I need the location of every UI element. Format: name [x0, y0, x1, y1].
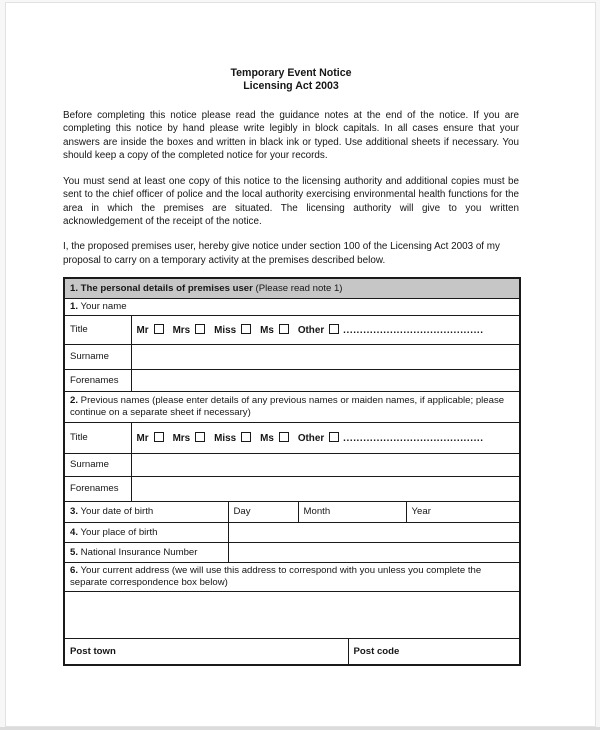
- day-label: Day: [233, 506, 251, 518]
- ni-number-input-cell[interactable]: [228, 543, 520, 563]
- title-line-2: Licensing Act 2003: [243, 80, 339, 92]
- forenames-label-2: Forenames: [64, 477, 131, 502]
- other-label: Other: [297, 324, 325, 336]
- question-2-number: 2.: [70, 395, 79, 407]
- question-4-number: 4.: [70, 526, 79, 538]
- title-line-1: Temporary Event Notice: [230, 67, 352, 79]
- post-code-label: Post code: [353, 645, 400, 657]
- surname-input-cell-2[interactable]: [131, 454, 520, 477]
- post-code-cell[interactable]: [348, 639, 520, 665]
- document-title: [63, 67, 519, 93]
- year-label: Year: [411, 506, 431, 518]
- question-5-ni-number: [64, 543, 228, 563]
- document-body: [63, 3, 519, 666]
- post-town-label: Post town: [70, 645, 116, 657]
- dob-year-cell[interactable]: [406, 502, 520, 523]
- mr-label-2: Mr: [136, 432, 149, 444]
- mrs-checkbox[interactable]: [195, 324, 205, 334]
- other-label-2: Other: [297, 432, 325, 444]
- post-town-cell[interactable]: [64, 639, 348, 665]
- forenames-input-cell[interactable]: [131, 370, 520, 392]
- title-options-row-2: [131, 423, 520, 454]
- section-1-header: [64, 278, 520, 299]
- ms-checkbox[interactable]: [279, 324, 289, 334]
- section-1-header-note: (Please read note 1): [252, 282, 343, 294]
- miss-label-2: Miss: [214, 432, 237, 444]
- mr-checkbox[interactable]: [154, 324, 164, 334]
- mrs-label-2: Mrs: [172, 432, 191, 444]
- mr-checkbox-2[interactable]: [154, 432, 164, 442]
- other-title-dotted-input[interactable]: ..........................................: [343, 324, 484, 336]
- miss-checkbox[interactable]: [241, 324, 251, 334]
- surname-input-cell[interactable]: [131, 345, 520, 370]
- title-label: Title: [64, 316, 131, 345]
- section-1-header-bold: 1. The personal details of premises user: [70, 282, 253, 294]
- question-6-current-address: [64, 563, 520, 592]
- intro-paragraph-2: You must send at least one copy of this notice to the licensing authority and additional copies must be sent to the chief officer of police and the local authority exercising environmental health functions for the area in which the premises are situated. The licensing authority will give to you written acknowledgement of the receipt of the notice.: [63, 176, 519, 228]
- question-4-text: Your place of birth: [78, 526, 158, 538]
- question-6-text: Your current address (we will use this address to correspond with you unless you complete the separate correspondence box below): [70, 565, 482, 589]
- document-page: [5, 2, 596, 727]
- place-of-birth-input-cell[interactable]: [228, 523, 520, 543]
- forenames-input-cell-2[interactable]: [131, 477, 520, 502]
- other-checkbox-2[interactable]: [329, 432, 339, 442]
- question-1-text: Your name: [78, 301, 127, 313]
- question-1-number: 1.: [70, 301, 79, 313]
- question-3-date-of-birth: [64, 502, 228, 523]
- title-options-row-1: [131, 316, 520, 345]
- forenames-label: Forenames: [64, 370, 131, 392]
- other-title-dotted-input-2[interactable]: ..........................................: [343, 432, 484, 444]
- intro-paragraph-1: Before completing this notice please read the guidance notes at the end of the notice. If you are completing this notice by hand please write legibly in block capitals. In all cases ensure that your answers are inside the boxes and written in black ink or typed. Use additional sheets if necessary. You should keep a copy of the completed notice for your records.: [63, 110, 519, 161]
- question-3-number: 3.: [70, 506, 79, 518]
- ms-label-2: Ms: [260, 432, 274, 444]
- question-1-your-name: [64, 299, 520, 316]
- dob-month-cell[interactable]: [298, 502, 406, 523]
- question-2-text: Previous names (please enter details of any previous names or maiden names, if applicable; please continue on a separate sheet if necessary): [70, 395, 505, 419]
- ms-label: Ms: [260, 324, 274, 336]
- other-checkbox[interactable]: [329, 324, 339, 334]
- dob-day-cell[interactable]: [228, 502, 298, 523]
- title-label-2: Title: [64, 423, 131, 454]
- personal-details-form-table: [63, 277, 521, 666]
- question-5-text: National Insurance Number: [78, 546, 198, 558]
- question-6-number: 6.: [70, 565, 79, 577]
- miss-checkbox-2[interactable]: [241, 432, 251, 442]
- question-4-place-of-birth: [64, 523, 228, 543]
- surname-label: Surname: [64, 345, 131, 370]
- surname-label-2: Surname: [64, 454, 131, 477]
- question-2-previous-names: [64, 392, 520, 423]
- mr-label: Mr: [136, 324, 149, 336]
- declaration-paragraph: I, the proposed premises user, hereby give notice under section 100 of the Licensing Act 2003 of my proposal to carry on a temporary activity at the premises described below.: [63, 241, 500, 266]
- month-label: Month: [303, 506, 331, 518]
- ms-checkbox-2[interactable]: [279, 432, 289, 442]
- mrs-label: Mrs: [172, 324, 191, 336]
- mrs-checkbox-2[interactable]: [195, 432, 205, 442]
- current-address-input-box[interactable]: [64, 592, 520, 639]
- miss-label: Miss: [214, 324, 237, 336]
- question-3-text: Your date of birth: [78, 506, 154, 518]
- question-5-number: 5.: [70, 546, 79, 558]
